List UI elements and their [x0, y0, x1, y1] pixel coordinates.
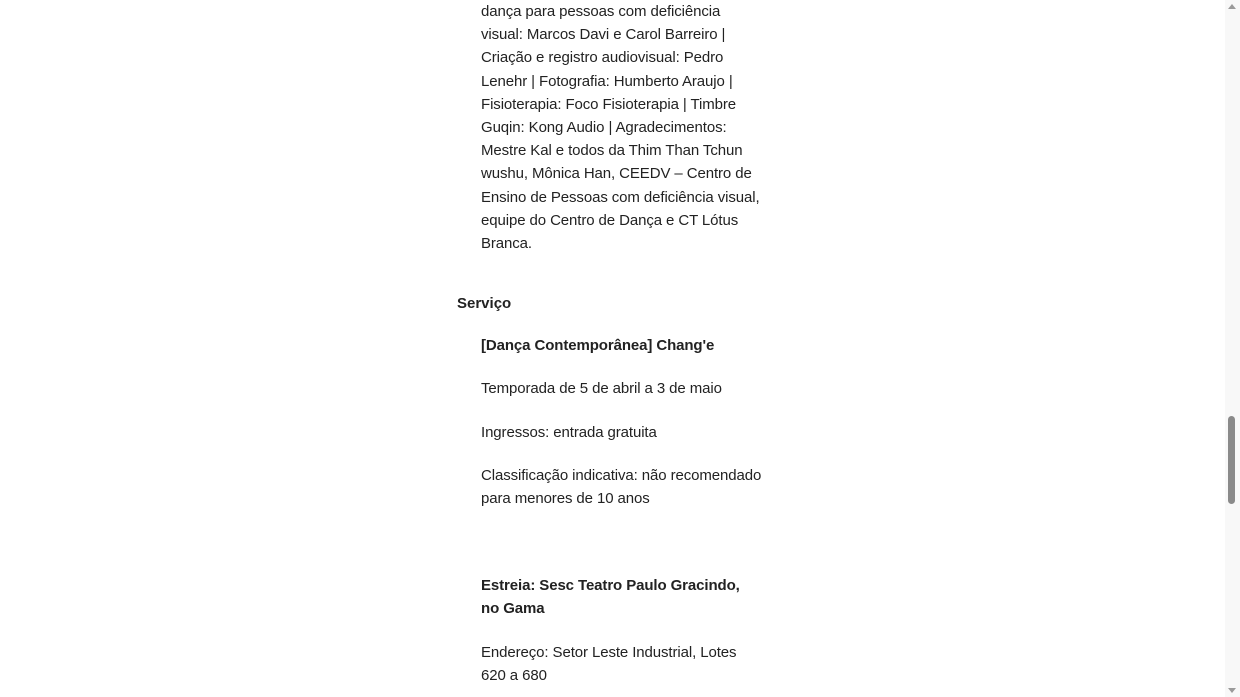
scrollbar-thumb[interactable] — [1228, 416, 1235, 504]
address-info — [481, 641, 756, 687]
rating-line: Classificação indicativa: não recomendado — [481, 467, 762, 484]
premiere-line: no Gama — [481, 600, 545, 618]
scroll-down-arrow-icon[interactable] — [1228, 688, 1236, 693]
credits-line: Lenehr | Fotografia: Humberto Araujo | — [481, 72, 733, 90]
credits-line: Ensino de Pessoas com deficiência visual, — [481, 188, 760, 206]
credits-line: visual: Marcos Davi e Carol Barreiro | — [481, 26, 726, 44]
address-line: 620 a 680 — [481, 667, 547, 685]
credits-line: Guqin: Kong Audio | Agradecimentos: — [481, 119, 727, 136]
credits-line: equipe do Centro de Dança e CT Lótus — [481, 211, 739, 229]
servico-heading: Serviço — [457, 295, 512, 312]
credits-line: dança para pessoas com deficiência — [481, 3, 721, 20]
premiere-line: Estreia: Sesc Teatro Paulo Gracindo, — [481, 577, 740, 594]
ticket-info: Ingressos: entrada gratuita — [481, 424, 657, 441]
credits-line: wushu, Mônica Han, CEEDV – Centro de — [481, 165, 752, 183]
rating-line: para menores de 10 anos — [481, 490, 650, 508]
premiere-venue — [481, 574, 756, 620]
rating-info — [481, 464, 762, 510]
scroll-up-arrow-icon[interactable] — [1228, 4, 1236, 9]
credits-line: Fisioterapia: Foco Fisioterapia | Timbre — [481, 95, 736, 113]
credits-line: Mestre Kal e todos da Thim Than Tchun — [481, 142, 743, 160]
show-title: [Dança Contemporânea] Chang'e — [481, 337, 715, 354]
season-info: Temporada de 5 de abril a 3 de maio — [481, 380, 722, 397]
credits-line: Branca. — [481, 235, 532, 252]
address-line: Endereço: Setor Leste Industrial, Lotes — [481, 644, 737, 661]
vertical-scrollbar[interactable] — [1225, 0, 1240, 697]
credits-line: Criação e registro audiovisual: Pedro — [481, 49, 724, 67]
